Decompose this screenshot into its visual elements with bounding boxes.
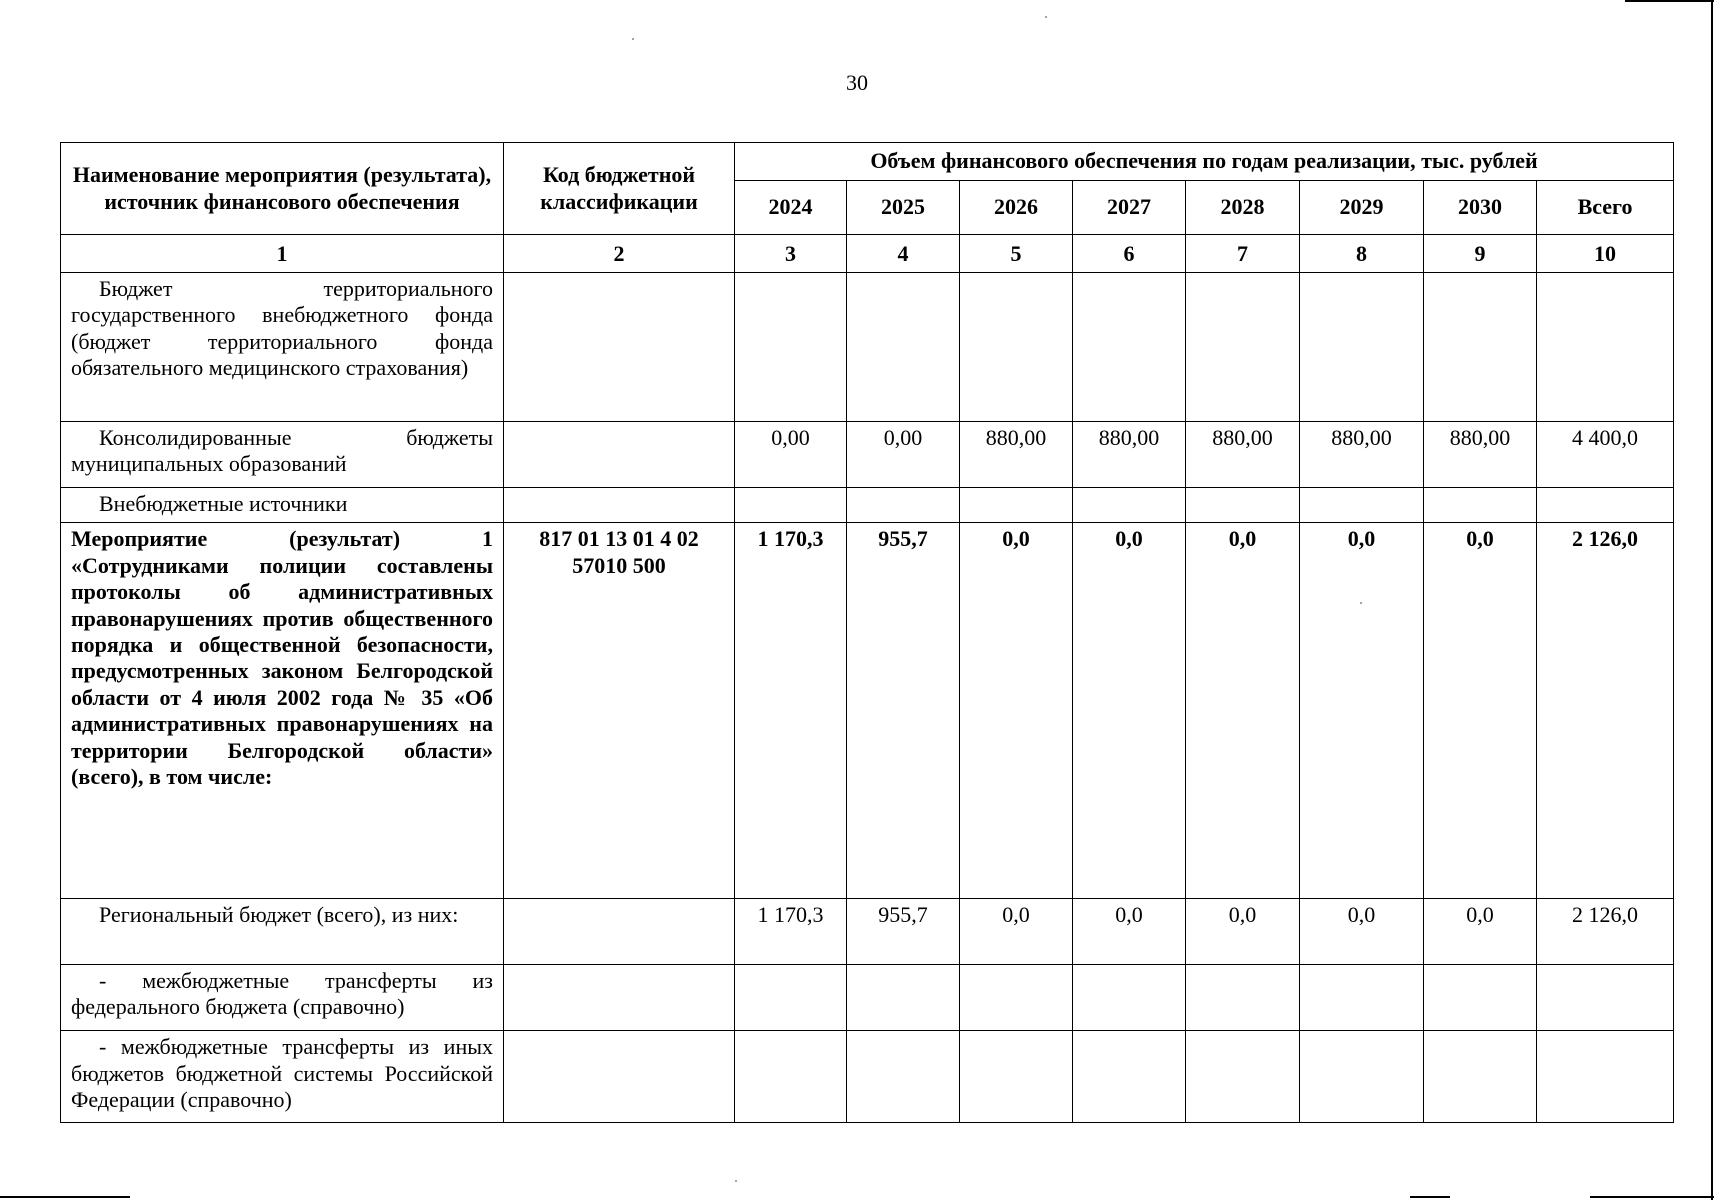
row-name: - межбюджетные трансферты из иных бюджетов бюджетной системы Российской Федерации (справочно) [61,1031,504,1123]
table-row [61,898,1674,964]
row-code [504,421,735,487]
row-value [960,965,1073,1031]
row-name: Региональный бюджет (всего), из них: [61,898,504,964]
column-number: 8 [1300,235,1424,273]
row-value [1073,1031,1186,1123]
table-row [61,523,1674,898]
row-value: 0,00 [735,421,847,487]
row-value: 0,00 [847,421,960,487]
scan-speck [735,1180,737,1182]
row-value [1537,965,1674,1031]
row-value [1424,965,1537,1031]
scan-edge-line-bottom-left [0,1196,130,1198]
row-value [960,488,1073,523]
row-value [1186,273,1300,422]
row-code [504,965,735,1031]
row-value [1300,488,1424,523]
page-number: 30 [846,70,868,95]
row-value [847,965,960,1031]
row-value [1186,488,1300,523]
column-number: 4 [847,235,960,273]
header-total: Всего [1537,181,1674,235]
column-number: 10 [1537,235,1674,273]
column-number: 5 [960,235,1073,273]
table-row [61,421,1674,487]
row-value: 0,0 [1424,523,1537,898]
row-value [1073,965,1186,1031]
row-value: 880,00 [1186,421,1300,487]
header-volume: Объем финансового обеспечения по годам реализации, тыс. рублей [735,143,1674,181]
column-number: 7 [1186,235,1300,273]
row-code [504,1031,735,1123]
row-value: 2 126,0 [1537,523,1674,898]
row-value [735,965,847,1031]
row-value [1300,965,1424,1031]
scan-edge-line-bottom-right [1590,1196,1714,1198]
row-value [960,1031,1073,1123]
row-value: 0,0 [1424,898,1537,964]
row-value [735,1031,847,1123]
financing-table [60,142,1674,1123]
column-number: 1 [61,235,504,273]
header-year: 2028 [1186,181,1300,235]
row-value [1424,1031,1537,1123]
row-value [1300,273,1424,422]
row-code [504,488,735,523]
row-code [504,898,735,964]
scan-speck [632,38,634,40]
row-value: 1 170,3 [735,898,847,964]
row-name: Внебюджетные источники [61,488,504,523]
row-value [847,488,960,523]
row-name: Мероприятие (результат) 1 «Сотрудниками полиции составлены протоколы об административных правонарушениях против общественного порядка и общественной безопасности, предусмотренных законом Белгородской области от 4 июля 2002 года № 35 «Об административных правонарушениях на территории Белгородской области» (всего), в том числе: [61,523,504,898]
row-value: 4 400,0 [1537,421,1674,487]
row-value: 0,0 [1300,523,1424,898]
row-value: 0,0 [960,523,1073,898]
row-value [1073,488,1186,523]
column-number: 9 [1424,235,1537,273]
row-value: 0,0 [1186,898,1300,964]
row-value [1537,488,1674,523]
row-value [735,488,847,523]
row-value [1537,273,1674,422]
column-number: 6 [1073,235,1186,273]
row-value: 0,0 [1073,523,1186,898]
row-code [504,273,735,422]
table-row [61,1031,1674,1123]
scan-speck [1045,16,1047,18]
header-year: 2024 [735,181,847,235]
row-value [847,273,960,422]
row-value [1300,1031,1424,1123]
row-value: 0,0 [1300,898,1424,964]
row-name: - межбюджетные трансферты из федерального бюджета (справочно) [61,965,504,1031]
row-value [1537,1031,1674,1123]
row-value: 0,0 [1186,523,1300,898]
row-value: 880,00 [960,421,1073,487]
row-value: 955,7 [847,898,960,964]
header-name: Наименование мероприятия (результата), источник финансового обеспечения [61,143,504,235]
row-value [1186,965,1300,1031]
row-name: Консолидированные бюджеты муниципальных образований [61,421,504,487]
row-value [1424,273,1537,422]
table-row [61,273,1674,422]
scan-edge-line-bottom-mid [1410,1196,1450,1198]
table-row [61,488,1674,523]
row-value [1073,273,1186,422]
row-value [847,1031,960,1123]
row-name: Бюджет территориального государственного внебюджетного фонда (бюджет территориального фонда обязательного медицинского страхования) [61,273,504,422]
row-value: 955,7 [847,523,960,898]
row-value [960,273,1073,422]
header-code: Код бюджетной классификации [504,143,735,235]
scan-edge-line-right [1711,0,1713,1200]
row-value: 0,0 [960,898,1073,964]
row-value: 2 126,0 [1537,898,1674,964]
row-value: 880,00 [1073,421,1186,487]
row-value: 1 170,3 [735,523,847,898]
row-code: 817 01 13 01 4 02 57010 500 [504,523,735,898]
row-value: 880,00 [1424,421,1537,487]
row-value [1186,1031,1300,1123]
column-number: 2 [504,235,735,273]
column-number-row [61,235,1674,273]
header-year: 2029 [1300,181,1424,235]
column-number: 3 [735,235,847,273]
scan-speck [1360,602,1362,604]
row-value [1424,488,1537,523]
row-value [735,273,847,422]
scan-edge-line-top [1625,0,1714,2]
table-row [61,965,1674,1031]
row-value: 880,00 [1300,421,1424,487]
header-year: 2027 [1073,181,1186,235]
header-year: 2030 [1424,181,1537,235]
header-year: 2026 [960,181,1073,235]
header-year: 2025 [847,181,960,235]
row-value: 0,0 [1073,898,1186,964]
